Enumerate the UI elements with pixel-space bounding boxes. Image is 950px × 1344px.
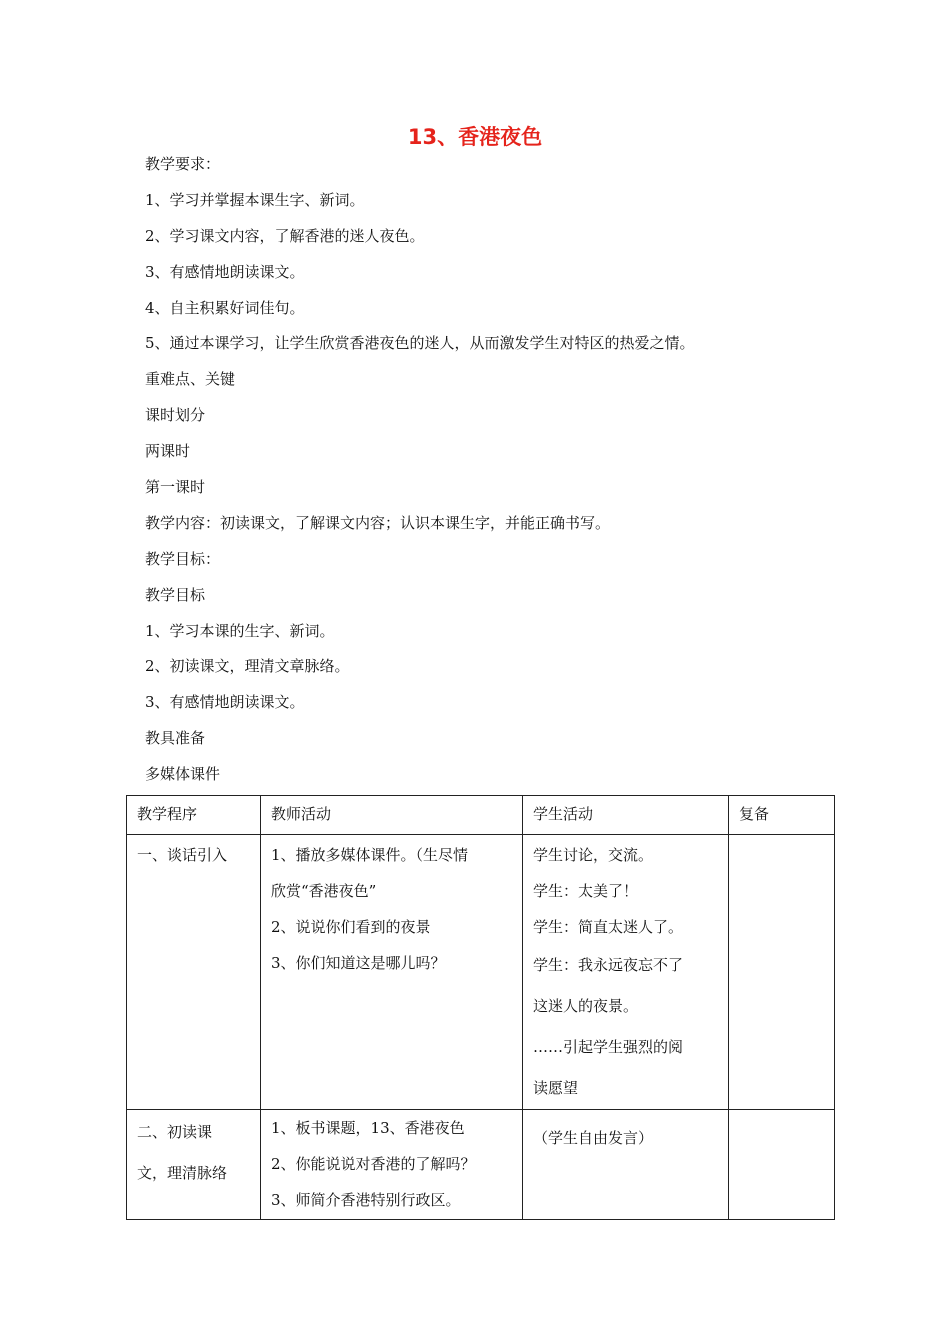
text-line: 3、有感情地朗读课文。 bbox=[145, 262, 305, 281]
text-line: 3、有感情地朗读课文。 bbox=[145, 693, 305, 712]
text-line: 教学目标 bbox=[145, 585, 206, 604]
cell-line: 3、师简介香港特别行政区。 bbox=[271, 1191, 461, 1209]
text-line: 1、学习本课的生字、新词。 bbox=[145, 621, 335, 640]
cell-line: 学生：我永远夜忘不了 bbox=[533, 956, 684, 974]
lesson-table bbox=[126, 795, 835, 1220]
teacher-cell bbox=[261, 835, 523, 1110]
text-line: 教学要求： bbox=[145, 155, 221, 173]
step-cell bbox=[127, 835, 261, 1110]
text-line: 课时划分 bbox=[145, 406, 206, 425]
header-step: 教学程序 bbox=[127, 796, 261, 835]
cell-line: 欣赏“香港夜色” bbox=[271, 882, 377, 900]
cell-line: 1、播放多媒体课件。（生尽情 bbox=[271, 846, 469, 864]
cell-line: 文，理清脉络 bbox=[137, 1164, 228, 1182]
notes-cell bbox=[729, 1110, 835, 1220]
text-line: 多媒体课件 bbox=[145, 765, 221, 784]
page-title: 13、香港夜色 bbox=[407, 125, 543, 149]
text-line: 4、自主积累好词佳句。 bbox=[145, 298, 305, 317]
table-row bbox=[127, 1110, 835, 1220]
cell-line: 3、你们知道这是哪儿吗？ bbox=[271, 954, 446, 972]
cell-line: （学生自由发言） bbox=[533, 1129, 654, 1147]
text-line: 2、初读课文，理清文章脉络。 bbox=[145, 657, 350, 676]
step-cell bbox=[127, 1110, 261, 1220]
header-student: 学生活动 bbox=[523, 796, 729, 835]
text-line: 教学目标： bbox=[145, 549, 221, 568]
cell-line: 学生讨论，交流。 bbox=[533, 846, 654, 864]
text-line: 5、通过本课学习，让学生欣赏香港夜色的迷人，从而激发学生对特区的热爱之情。 bbox=[145, 334, 695, 353]
teacher-cell bbox=[261, 1110, 523, 1220]
cell-line: 一、谈话引入 bbox=[137, 846, 228, 864]
text-line: 1、学习并掌握本课生字、新词。 bbox=[145, 190, 365, 209]
table-row bbox=[127, 835, 835, 1110]
cell-line: 二、初读课 bbox=[137, 1123, 213, 1141]
cell-line: 学生：简直太迷人了。 bbox=[533, 918, 684, 936]
cell-line: 读愿望 bbox=[533, 1079, 579, 1097]
text-line: 2、学习课文内容，了解香港的迷人夜色。 bbox=[145, 226, 425, 245]
cell-line: 学生：太美了！ bbox=[533, 882, 639, 900]
table-header-row bbox=[127, 796, 835, 835]
cell-line: 1、板书课题，13、香港夜色 bbox=[271, 1119, 465, 1137]
header-notes: 复备 bbox=[729, 796, 835, 835]
student-cell bbox=[523, 1110, 729, 1220]
cell-line: 这迷人的夜景。 bbox=[533, 997, 639, 1015]
header-teacher: 教师活动 bbox=[261, 796, 523, 835]
text-line: 教学内容：初读课文，了解课文内容；认识本课生字，并能正确书写。 bbox=[145, 513, 611, 532]
text-line: 重难点、关键 bbox=[145, 370, 236, 389]
text-line: 第一课时 bbox=[145, 478, 206, 497]
text-line: 两课时 bbox=[145, 442, 191, 461]
text-line: 教具准备 bbox=[145, 729, 206, 748]
cell-line: 2、你能说说对香港的了解吗？ bbox=[271, 1155, 476, 1173]
notes-cell bbox=[729, 835, 835, 1110]
cell-line: ……引起学生强烈的阅 bbox=[533, 1038, 684, 1056]
student-cell bbox=[523, 835, 729, 1110]
cell-line: 2、说说你们看到的夜景 bbox=[271, 918, 431, 936]
body-text bbox=[145, 147, 845, 793]
